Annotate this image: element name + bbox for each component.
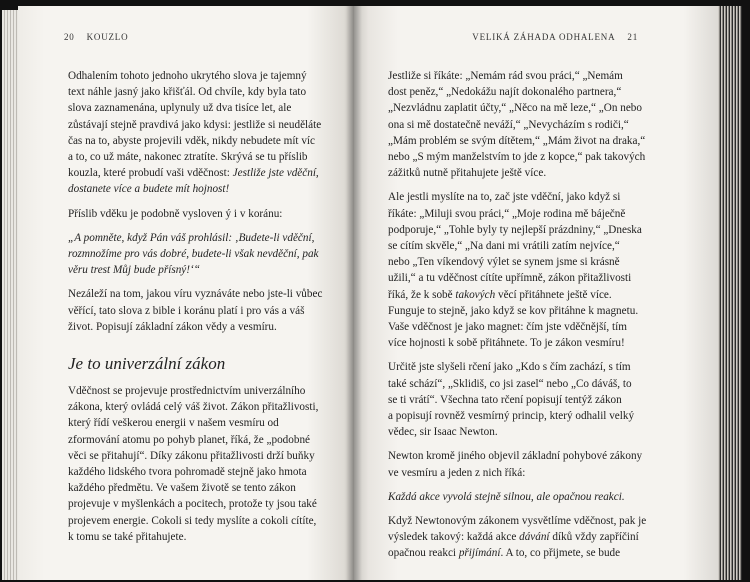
paragraph-9: Když Newtonovým zákonem vysvětlíme vděčnost, pak je výsledek takový: každá akce dávání díků vždy zapříčiní opačnou reakci přijímání. A to, co přijmete, se bude	[388, 515, 647, 560]
paragraph-2: Příslib vděku je podobně vysloven ý i v koránu:	[68, 207, 283, 220]
right-body-text	[388, 68, 684, 570]
right-running-title: VELIKÁ ZÁHADA ODHALENA	[472, 32, 616, 42]
paragraph-1: Odhalením tohoto jednoho ukrytého slova je tajemný text náhle jasný jako křišťál. Od chvíle, kdy byla tato slova zaznamenána, uplynuly už dva tisíce let, ale zůstávají stejně pravdivá jako kdysi: jestliže si neuděláte čas na to, abyste projevili vděk, nikdy nebudete mít víc a to, co už máte, nakonec ztratíte. Skrývá se tu příslib kouzla, které probudí vaši vděčnost: Jestliže jste vděční, dostanete více a budete mít hojnost!	[68, 70, 322, 196]
book-gutter	[346, 6, 362, 580]
paragraph-7: Určitě jste slyšeli rčení jako „Kdo s čím zachází, s tím také schází“, „Sklidiš, co jsi zasel“ nebo „Co dáváš, to se ti vrátí“. Všechna tato rčení popisují tentýž zákon a popisují rovněž vesmírný princip, který odhalil velký vědec, sir Isaac Newton.	[388, 361, 635, 439]
right-page-number: 21	[627, 32, 638, 42]
paragraph-3: Nezáleží na tom, jakou víru vyznáváte nebo jste-li vůbec věřící, tato slova z bible i koránu platí i pro vás a váš život. Popisují základní zákon vědy a vesmíru.	[68, 288, 323, 333]
page-edges-right	[718, 6, 742, 580]
left-body-text	[68, 68, 350, 553]
section-heading: Je to univerzální zákon	[68, 354, 226, 374]
right-running-head	[472, 32, 638, 42]
left-page	[18, 6, 354, 580]
left-running-head	[64, 32, 128, 42]
paragraph-4: Vděčnost se projevuje prostřednictvím univerzálního zákona, který ovládá celý váš život. Zákon přitažlivosti, který řídí veškerou energii v našem vesmíru od zformování atomu po pohyb planet, říká, že „podobné věci se přitahují“. Díky zákonu přitažlivosti drží buňky každého lidského tvora pohromadě stejně jako hmota každého předmětu. Ve vašem životě se tento zákon projevuje v myšlenkách a pocitech, protože ty jsou také projevem energie. Cokoli si tedy myslíte a cokoli cítíte, k tomu se také přitahujete.	[68, 385, 319, 543]
koran-quote: „A pomněte, když Pán váš prohlásil: ‚Budete-li vděční, rozmnožíme pro vás dobré, budete-li však nevděční, pak věru trest Můj bude přísný!‘“	[68, 231, 319, 277]
right-page	[354, 6, 720, 580]
paragraph-6: Ale jestli myslíte na to, zač jste vděční, jako když si říkáte: „Miluji svou práci,“ „Moje rodina mě báječně podporuje,“ „Tohle byly ty nejlepší prázdniny,“ „Dneska se cítím skvěle,“ „Na dani mi vrátili zatím nejvíce,“ nebo „Ten víkendový výlet se synem jsme si krásně užili,“ a tu vděčnost cítíte upřímně, zákon přitažlivosti říká, že k sobě takových věcí přitáhnete ještě více. Funguje to stejně, jako když se kov přitáhne k magnetu. Vaše vděčnost je jako magnet: čím jste vděčnější, tím více hojnosti k sobě přitáhnete. To je zákon vesmíru!	[388, 191, 642, 350]
paragraph-5: Jestliže si říkáte: „Nemám rád svou práci,“ „Nemám dost peněz,“ „Nedokážu najít dokonalého partnera,“ „Nezvládnu zaplatit účty,“ „Něco na mě leze,“ „On nebo ona si mě dostatečně neváží,“ „Nevycházím s rodiči,“ „Mám problém se svým dítětem,“ „Mám život na draka,“ nebo „S mým manželstvím to jde z kopce,“ pak takových zážitků nutně přitahujete ještě více.	[388, 70, 646, 180]
paragraph-8: Newton kromě jiného objevil základní pohybové zákony ve vesmíru a jeden z nich říká:	[388, 450, 643, 479]
left-page-number: 20	[64, 32, 75, 42]
newton-law: Každá akce vyvolá stejně silnou, ale opačnou reakci.	[388, 490, 625, 503]
left-running-title: KOUZLO	[86, 32, 129, 42]
